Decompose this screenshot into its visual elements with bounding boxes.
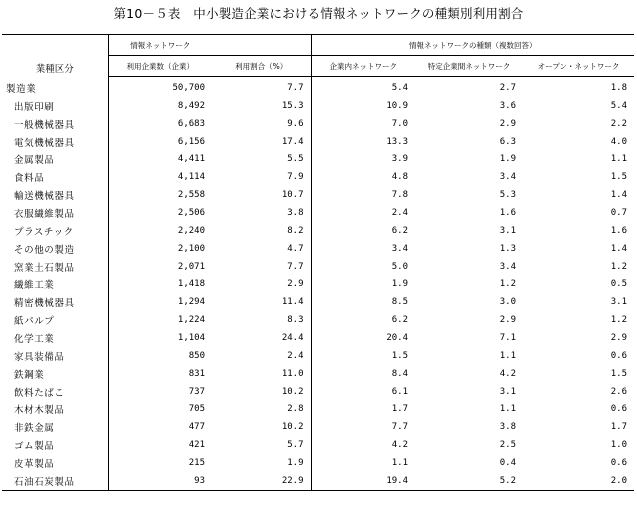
- cell-open: 0.6: [610, 404, 628, 415]
- cell-open: 0.7: [610, 207, 628, 218]
- cell-open: 3.1: [610, 297, 628, 308]
- cell-companies: 4,114: [108, 168, 212, 186]
- cell-open: 2.9: [610, 332, 628, 343]
- cell-open: 1.5: [610, 172, 628, 183]
- header-companies: 利用企業数（企業）: [108, 56, 212, 77]
- cell-rate: 7.7: [287, 82, 304, 93]
- industry-name: 化学工業: [14, 333, 55, 345]
- table-row: [2, 311, 634, 329]
- cell-rate: 9.6: [287, 118, 304, 129]
- table-row: [2, 275, 634, 293]
- cell-rate: 2.8: [287, 404, 304, 415]
- cell-companies: 705: [108, 400, 212, 418]
- industry-name: 皮革製品: [14, 458, 55, 470]
- industry-name: 精密機械器具: [14, 298, 75, 310]
- table-row: [2, 133, 634, 151]
- cell-specific: 7.1: [499, 332, 516, 343]
- cell-rate: 1.9: [287, 457, 304, 468]
- cell-companies: 6,683: [108, 115, 212, 133]
- cell-specific: 3.1: [499, 225, 516, 236]
- cell-internal: 7.8: [311, 186, 415, 204]
- cell-specific: 2.9: [499, 118, 516, 129]
- cell-internal: 1.7: [311, 400, 415, 418]
- industry-name: 輸送機械器具: [14, 191, 75, 203]
- industry-name: その他の製造: [14, 244, 75, 256]
- cell-open: 2.6: [610, 386, 628, 397]
- cell-companies: 477: [108, 418, 212, 436]
- cell-internal: 7.0: [311, 115, 415, 133]
- cell-rate: 7.7: [287, 261, 304, 272]
- industry-name: 非鉄金属: [14, 423, 55, 435]
- cell-rate: 11.4: [281, 297, 304, 308]
- cell-specific: 0.4: [499, 457, 516, 468]
- table-row: [2, 97, 634, 115]
- cell-rate: 24.4: [281, 332, 304, 343]
- cell-rate: 2.9: [287, 279, 304, 290]
- cell-rate: 5.7: [287, 440, 304, 451]
- header-row-group: [2, 35, 634, 56]
- cell-specific: 2.9: [499, 315, 516, 326]
- cell-companies: 2,071: [108, 258, 212, 276]
- cell-specific: 1.3: [499, 243, 516, 254]
- cell-specific: 6.3: [499, 136, 516, 147]
- table-row: [2, 77, 634, 97]
- cell-companies: 2,506: [108, 204, 212, 222]
- cell-specific: 2.7: [499, 82, 516, 93]
- industry-name: プラスチック: [14, 226, 74, 238]
- table-row: [2, 383, 634, 401]
- cell-rate: 5.5: [287, 154, 304, 165]
- cell-companies: 831: [108, 365, 212, 383]
- cell-internal: 10.9: [311, 97, 415, 115]
- cell-specific: 2.5: [499, 440, 516, 451]
- table-row: [2, 168, 634, 186]
- cell-companies: 737: [108, 383, 212, 401]
- cell-open: 1.4: [610, 190, 628, 201]
- cell-internal: 4.2: [311, 436, 415, 454]
- cell-rate: 10.7: [281, 190, 304, 201]
- header-usage-rate: 利用割合（%）: [212, 56, 311, 77]
- header-type-group: 情報ネットワークの種類（複数回答）: [311, 35, 634, 56]
- network-usage-table: [2, 34, 634, 491]
- cell-companies: 93: [108, 472, 212, 490]
- cell-open: 1.0: [610, 440, 628, 451]
- table-row: [2, 258, 634, 276]
- cell-open: 1.4: [610, 243, 628, 254]
- cell-specific: 5.3: [499, 190, 516, 201]
- cell-open: 1.1: [610, 154, 628, 165]
- cell-rate: 8.3: [287, 315, 304, 326]
- table-row: [2, 150, 634, 168]
- cell-internal: 7.7: [311, 418, 415, 436]
- industry-name: 木材木製品: [14, 405, 65, 417]
- cell-rate: 10.2: [281, 386, 304, 397]
- table-row: [2, 186, 634, 204]
- table-row: [2, 400, 634, 418]
- cell-companies: 2,558: [108, 186, 212, 204]
- cell-open: 1.7: [610, 422, 628, 433]
- cell-rate: 22.9: [212, 472, 311, 490]
- table-row: [2, 115, 634, 133]
- cell-rate: 15.3: [281, 100, 304, 111]
- cell-open: 0.6: [610, 350, 628, 361]
- cell-open: 1.2: [610, 261, 628, 272]
- cell-internal: 3.9: [311, 150, 415, 168]
- cell-companies: 1,224: [108, 311, 212, 329]
- cell-internal: 3.4: [311, 240, 415, 258]
- header-internal: 企業内ネットワーク: [311, 56, 415, 77]
- cell-rate: 2.4: [287, 350, 304, 361]
- cell-companies: 1,104: [108, 329, 212, 347]
- cell-companies: 4,411: [108, 150, 212, 168]
- table-row: [2, 204, 634, 222]
- cell-internal: 6.1: [311, 383, 415, 401]
- table-row: [2, 329, 634, 347]
- table-title: 第10－５表 中小製造企業における情報ネットワークの種類別利用割合: [113, 6, 524, 21]
- table-row: [2, 222, 634, 240]
- cell-specific: 5.2: [415, 472, 523, 490]
- industry-name: 紙パルプ: [14, 316, 55, 328]
- cell-specific: 3.8: [499, 422, 516, 433]
- cell-companies: 8,492: [108, 97, 212, 115]
- cell-internal: 1.5: [311, 347, 415, 365]
- cell-companies: 215: [108, 454, 212, 472]
- table-row: [2, 365, 634, 383]
- cell-internal: 2.4: [311, 204, 415, 222]
- table-row: [2, 472, 634, 490]
- industry-name: 電気機械器具: [14, 137, 75, 149]
- industry-name: 食料品: [14, 173, 45, 185]
- table-body: [2, 77, 634, 491]
- cell-specific: 3.1: [499, 386, 516, 397]
- cell-internal: 19.4: [311, 472, 415, 490]
- industry-name: 石油石炭製品: [2, 472, 108, 490]
- cell-open: 1.2: [610, 315, 628, 326]
- cell-internal: 4.8: [311, 168, 415, 186]
- cell-specific: 3.4: [499, 261, 516, 272]
- industry-name: 家具装備品: [14, 351, 65, 363]
- header-spacer: [212, 35, 311, 56]
- industry-name: 金属製品: [14, 155, 55, 167]
- industry-name: 飲料たばこ: [14, 387, 65, 399]
- table-row: [2, 347, 634, 365]
- cell-companies: 6,156: [108, 133, 212, 151]
- header-network-group: 情報ネットワーク: [108, 35, 212, 56]
- industry-name: ゴム製品: [14, 441, 55, 453]
- cell-open: 0.6: [610, 457, 628, 468]
- table-row: [2, 418, 634, 436]
- cell-open: 1.5: [610, 368, 628, 379]
- cell-rate: 10.2: [281, 422, 304, 433]
- cell-internal: 1.9: [311, 275, 415, 293]
- cell-internal: 20.4: [311, 329, 415, 347]
- cell-internal: 5.0: [311, 258, 415, 276]
- industry-name: 一般機械器具: [14, 119, 75, 131]
- cell-specific: 4.2: [499, 368, 516, 379]
- cell-open: 5.4: [610, 100, 628, 111]
- industry-name: 出版印刷: [14, 101, 55, 113]
- cell-open: 2.2: [610, 118, 628, 129]
- cell-specific: 1.9: [499, 154, 516, 165]
- table-row: [2, 454, 634, 472]
- cell-open: 1.6: [610, 225, 628, 236]
- cell-internal: 6.2: [311, 222, 415, 240]
- cell-internal: 6.2: [311, 311, 415, 329]
- cell-rate: 11.0: [281, 368, 304, 379]
- industry-name: 衣服繊維製品: [14, 208, 75, 220]
- header-industry: 業種区分: [2, 35, 108, 77]
- cell-open: 0.5: [610, 279, 628, 290]
- cell-internal: 8.4: [311, 365, 415, 383]
- cell-rate: 7.9: [287, 172, 304, 183]
- cell-internal: 13.3: [311, 133, 415, 151]
- table-row: [2, 293, 634, 311]
- industry-name: 鉄鋼業: [14, 369, 45, 381]
- cell-companies: 2,240: [108, 222, 212, 240]
- cell-specific: 1.2: [499, 279, 516, 290]
- industry-name: 繊維工業: [14, 280, 55, 292]
- cell-specific: 3.4: [499, 172, 516, 183]
- cell-companies: 421: [108, 436, 212, 454]
- cell-open: 4.0: [610, 136, 628, 147]
- cell-companies: 1,294: [108, 293, 212, 311]
- cell-specific: 1.1: [499, 350, 516, 361]
- cell-specific: 1.6: [499, 207, 516, 218]
- cell-rate: 4.7: [287, 243, 304, 254]
- cell-internal: 8.5: [311, 293, 415, 311]
- header-specific: 特定企業間ネットワーク: [415, 56, 523, 77]
- industry-name: 製造業: [6, 83, 37, 95]
- cell-rate: 3.8: [287, 207, 304, 218]
- cell-companies: 50,700: [108, 77, 212, 97]
- cell-specific: 3.0: [499, 297, 516, 308]
- industry-name: 窯業土石製品: [14, 262, 75, 274]
- cell-rate: 17.4: [281, 136, 304, 147]
- cell-specific: 3.6: [499, 100, 516, 111]
- cell-open: 1.8: [610, 82, 628, 93]
- cell-companies: 850: [108, 347, 212, 365]
- cell-companies: 2,100: [108, 240, 212, 258]
- header-open: オープン・ネットワーク: [523, 56, 634, 77]
- table-row: [2, 240, 634, 258]
- cell-companies: 1,418: [108, 275, 212, 293]
- cell-rate: 8.2: [287, 225, 304, 236]
- cell-internal: 1.1: [311, 454, 415, 472]
- cell-open: 2.0: [523, 472, 634, 490]
- table-row: [2, 436, 634, 454]
- cell-internal: 5.4: [311, 77, 415, 97]
- cell-specific: 1.1: [499, 404, 516, 415]
